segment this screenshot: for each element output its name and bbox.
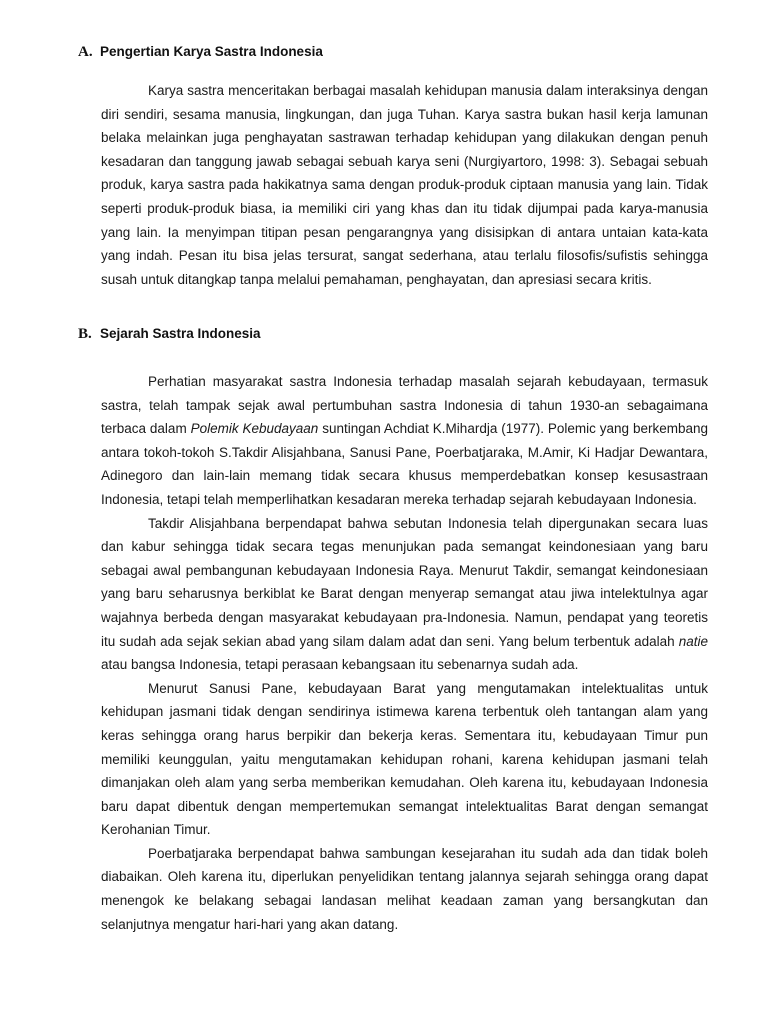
section-a-title: Pengertian Karya Sastra Indonesia [100,44,323,59]
section-a-body [101,79,708,291]
book-title-polemik-kebudayaan: Polemik Kebudayaan [190,421,319,437]
section-a-letter: A. [78,44,93,60]
section-b-body [101,370,708,936]
section-b-title: Sejarah Sastra Indonesia [100,326,261,341]
paragraph-text: Perhatian masyarakat sastra Indonesia terhadap masalah sejarah kebudayaan, termasuk sastra, telah tampak sejak awal pertumbuhan sastra Indonesia di tahun 1930-an sebagaimana terbaca dalam [101,374,708,437]
section-b-paragraph-4: Poerbatjaraka berpendapat bahwa sambungan kesejarahan itu sudah ada dan tidak boleh diabaikan. Oleh karena itu, diperlukan penyelidikan tentang jalannya sejarah sehingga orang dapat menengok ke belakang sebagai landasan melihat keadaan zaman yang bersangkutan dan selanjutnya mengatur hari-hari yang akan datang. [101,845,708,932]
section-b-paragraph-2 [101,512,708,677]
paragraph-text: suntingan Achdiat K.Mihardja (1977). Polemic yang berkembang antara tokoh-tokoh S.Takdir Alisjahbana, Sanusi Pane, Poerbatjaraka, M.Amir, Ki Hadjar Dewantara, Adinegoro dan lain-lain memang tidak secara khusus memperdebatkan konsep kesusastraan Indonesia, tetapi telah memperlihatkan kesadaran mereka terhadap sejarah kebudayaan Indonesia. [101,421,708,507]
section-b-paragraph-1 [101,370,708,512]
italic-term-natie: natie [678,633,708,649]
section-b-letter: B. [78,326,92,342]
section-a-paragraph: Karya sastra menceritakan berbagai masalah kehidupan manusia dalam interaksinya dengan diri sendiri, sesama manusia, lingkungan, dan juga Tuhan. Karya sastra bukan hasil kerja lamunan belaka melainkan juga penghayatan sastrawan terhadap kehidupan yang dilakukan dengan penuh kesadaran dan tanggung jawab sebagai sebuah karya seni (Nurgiyartoro, 1998: 3). Sebagai sebuah produk, karya sastra pada hakikatnya sama dengan produk-produk ciptaan manusia yang lain. Tidak seperti produk-produk biasa, ia memiliki ciri yang khas dan itu tidak dijumpai pada karya-manusia yang lain. Ia menyimpan titipan pesan pengarangnya yang disisipkan di antara untaian kata-kata yang indah. Pesan itu bisa jelas tersurat, sangat sederhana, atau terlalu filosofis/sufistis sehingga susah untuk ditangkap tanpa melalui pemahaman, penghayatan, dan apresiasi secara kritis. [101,83,708,287]
section-b-heading [78,326,261,343]
paragraph-text: atau bangsa Indonesia, tetapi perasaan kebangsaan itu sebenarnya sudah ada. [101,657,579,673]
section-b-paragraph-3: Menurut Sanusi Pane, kebudayaan Barat yang mengutamakan intelektualitas untuk kehidupan jasmani tidak dengan sendirinya istimewa karena terbentuk oleh tantangan alam yang keras sehingga orang harus berpikir dan bekerja keras. Sementara itu, kebudayaan Timur pun memiliki keunggulan, yaitu mengutamakan kehidupan rohani, karena kehidupan jasmani telah dimanjakan oleh alam yang serba memberikan kemudahan. Oleh karena itu, kebudayaan Indonesia baru dapat dibentuk dengan mempertemukan semangat intelektualitas Barat dengan semangat Kerohanian Timur. [101,680,708,838]
section-a-heading [78,44,323,61]
paragraph-text: Takdir Alisjahbana berpendapat bahwa sebutan Indonesia telah dipergunakan secara luas dan kabur sehingga tidak secara tegas menunjukan pada semangat keindonesiaan yang baru sebagai awal pembangunan kebudayaan Indonesia Raya. Menurut Takdir, semangat keindonesiaan yang baru seharusnya berkiblat ke Barat dengan menyerap semangat atau jiwa intelektulnya agar wajahnya berbeda dengan masyarakat kebudayaan pra-Indonesia. Namun, pendapat yang teoretis itu sudah ada sejak sekian abad yang silam dalam adat dan seni. Yang belum terbentuk adalah [101,515,708,649]
